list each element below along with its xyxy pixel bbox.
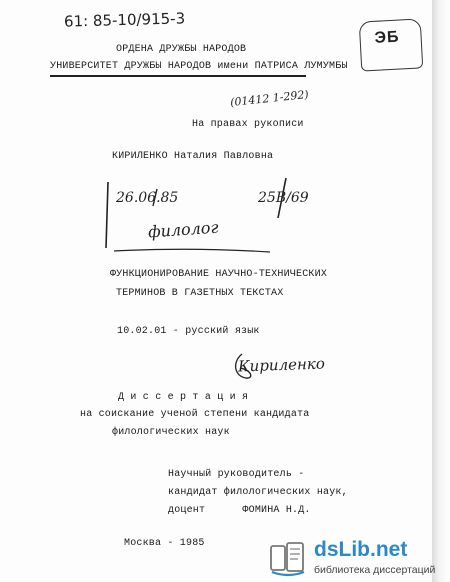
title-line-2: ТЕРМИНОВ В ГАЗЕТНЫХ ТЕКСТАХ bbox=[116, 288, 284, 299]
dissertation-label: Д и с с е р т а ц и я bbox=[118, 392, 249, 403]
page-edge-shadow bbox=[432, 0, 450, 582]
place-year: Москва - 1985 bbox=[124, 538, 205, 549]
rights-notice: На правах рукописи bbox=[192, 119, 304, 130]
dslib-logo-icon bbox=[268, 538, 308, 578]
signature-flourish bbox=[228, 352, 258, 382]
supervisor-line-3: доцент ФОМИНА Н.Д. bbox=[168, 505, 311, 516]
handwritten-date: 26.06.85 bbox=[116, 190, 179, 206]
handwritten-underline bbox=[112, 246, 272, 256]
dslib-brand: dsLib.net bbox=[314, 538, 408, 561]
stamp-text: ЭБ bbox=[374, 28, 400, 47]
dslib-watermark bbox=[268, 538, 443, 578]
handwritten-tick bbox=[150, 188, 160, 208]
degree-line-3: филологических наук bbox=[112, 427, 230, 438]
handwritten-slash bbox=[276, 176, 288, 220]
author-signature: Кириленко bbox=[237, 354, 326, 376]
supervisor-line-2: кандидат филологических наук, bbox=[168, 487, 348, 498]
institution-underline bbox=[50, 75, 306, 77]
handwritten-number: 25В/69 bbox=[258, 190, 309, 206]
handwritten-field: филолог bbox=[147, 217, 220, 242]
library-stamp bbox=[359, 18, 424, 71]
supervisor-line-1: Научный руководитель - bbox=[168, 469, 305, 480]
institution-line-1: ОРДЕНА ДРУЖБЫ НАРОДОВ bbox=[116, 44, 247, 55]
handwritten-bracket-left bbox=[102, 180, 112, 250]
specialty-code: 10.02.01 - русский язык bbox=[117, 326, 260, 337]
dslib-tagline: библиотека диссертаций bbox=[314, 564, 436, 576]
handwritten-reference: (01412 1-292) bbox=[229, 87, 310, 110]
title-line-1: ФУНКЦИОНИРОВАНИЕ НАУЧНО-ТЕХНИЧЕСКИХ bbox=[110, 269, 328, 280]
author-name: КИРИЛЕНКО Наталия Павловна bbox=[112, 151, 274, 162]
degree-line-2: на соискание ученой степени кандидата bbox=[80, 409, 310, 420]
institution-line-2: УНИВЕРСИТЕТ ДРУЖБЫ НАРОДОВ имени ПАТРИСА ЛУМУМБЫ bbox=[50, 61, 348, 72]
handwritten-code: 61: 85-10/915-3 bbox=[63, 9, 186, 31]
